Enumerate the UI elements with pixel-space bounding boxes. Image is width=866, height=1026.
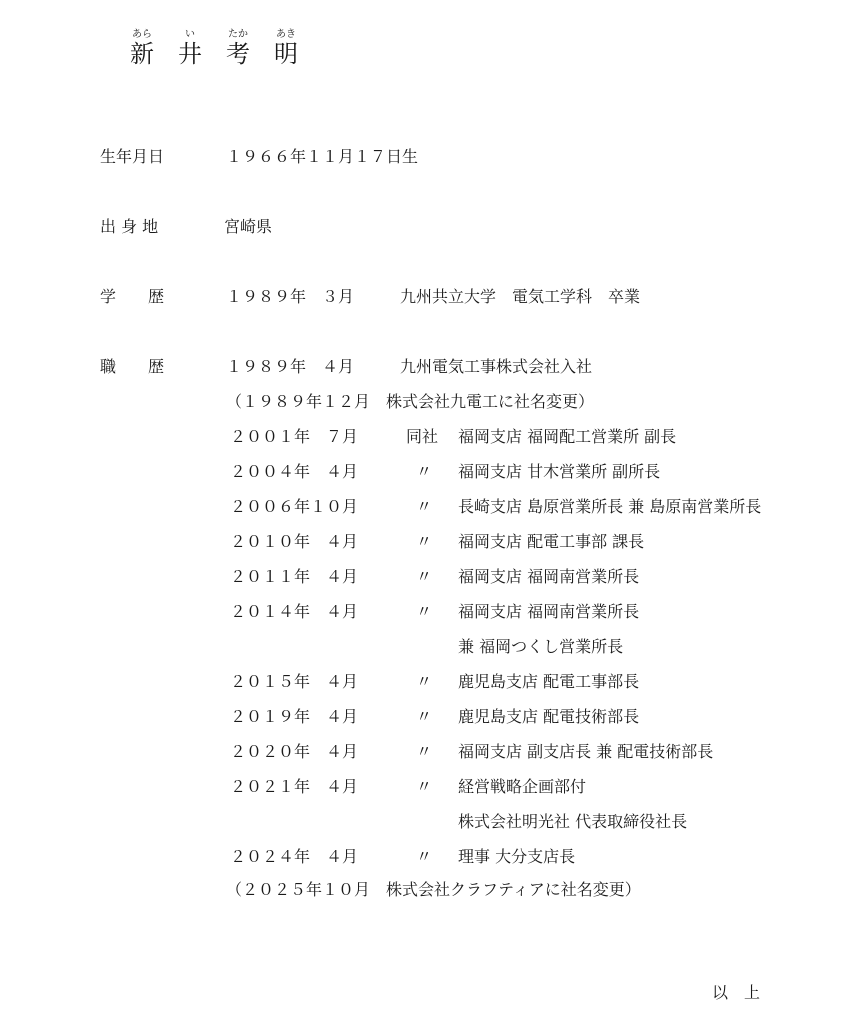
career-entry-date: ２０１０年 ４月: [230, 532, 359, 551]
name-char: [262, 30, 310, 68]
career-entry-text: 経営戦略企画部付: [458, 777, 587, 796]
name-char: [166, 30, 214, 68]
career-entry-date: ２０２４年 ４月: [230, 847, 359, 866]
birth-value: １９６６年１１月１７日生: [226, 147, 419, 166]
career-entry-date: ２０１４年 ４月: [230, 602, 359, 621]
career-entry-text: 福岡支店 配電工事部 課長: [458, 532, 645, 551]
ditto-mark: 〃: [416, 672, 433, 691]
career-entry-text: 鹿児島支店 配電技術部長: [458, 707, 640, 726]
career-entry-text: 福岡支店 福岡南営業所長: [458, 602, 640, 621]
furigana: あき: [276, 29, 296, 40]
career-text: 九州電気工事株式会社入社: [400, 357, 593, 376]
career-entry-date: ２００１年 ７月: [230, 427, 359, 446]
education-text: 九州共立大学 電気工学科 卒業: [400, 287, 641, 306]
career-entry-text: 株式会社明光社 代表取締役社長: [458, 812, 688, 831]
career-entry-text: 兼 福岡つくし営業所長: [458, 637, 624, 656]
furigana: あら: [132, 29, 152, 40]
ditto-mark: 〃: [416, 602, 433, 621]
hometown-value: 宮崎県: [224, 217, 273, 236]
name-kanji: 井: [178, 40, 202, 68]
furigana: い: [185, 29, 195, 40]
career-label: 職 歴: [100, 357, 165, 376]
name-char: [214, 30, 262, 68]
ditto-mark: 〃: [416, 847, 433, 866]
name-kanji: 考: [226, 40, 250, 68]
education-date: １９８９年 ３月: [226, 287, 355, 306]
career-entry-text: 福岡支店 福岡南営業所長: [458, 567, 640, 586]
same-company-mark: 同社: [406, 427, 439, 446]
career-entry-date: ２０１５年 ４月: [230, 672, 359, 691]
career-entry-date: ２０２１年 ４月: [230, 777, 359, 796]
career-entry-text: 長崎支店 島原営業所長 兼 島原南営業所長: [458, 497, 762, 516]
career-entry-text: 福岡支店 副支店長 兼 配電技術部長: [458, 742, 714, 761]
career-entry-date: ２０２０年 ４月: [230, 742, 359, 761]
closing-mark: 以 上: [712, 983, 761, 1002]
hometown-label: 出 身 地: [100, 217, 159, 236]
name-kanji: 明: [274, 40, 298, 68]
career-entry-date: ２００６年１０月: [230, 497, 359, 516]
name-kanji: 新: [130, 40, 154, 68]
career-entry-text: 理事 大分支店長: [458, 847, 576, 866]
ditto-mark: 〃: [416, 532, 433, 551]
career-entry-text: 福岡支店 甘木営業所 副所長: [458, 462, 661, 481]
furigana: たか: [228, 29, 248, 40]
career-entry-date: ２０１９年 ４月: [230, 707, 359, 726]
career-entry-text: 鹿児島支店 配電工事部長: [458, 672, 640, 691]
career-entry-date: ２００４年 ４月: [230, 462, 359, 481]
career-date: １９８９年 ４月: [226, 357, 355, 376]
career-entry-date: ２０１１年 ４月: [230, 567, 359, 586]
ditto-mark: 〃: [416, 742, 433, 761]
career-rename-note: （２０２５年１０月 株式会社クラフティアに社名変更）: [226, 880, 641, 899]
ditto-mark: 〃: [416, 567, 433, 586]
ditto-mark: 〃: [416, 707, 433, 726]
birth-label: 生年月日: [100, 147, 165, 166]
ditto-mark: 〃: [416, 497, 433, 516]
person-name: [118, 30, 310, 68]
ditto-mark: 〃: [416, 462, 433, 481]
education-label: 学 歴: [100, 287, 165, 306]
career-entry-text: 福岡支店 福岡配工営業所 副長: [458, 427, 677, 446]
career-rename-note: （１９８９年１２月 株式会社九電工に社名変更）: [226, 392, 595, 411]
name-char: [118, 30, 166, 68]
ditto-mark: 〃: [416, 777, 433, 796]
